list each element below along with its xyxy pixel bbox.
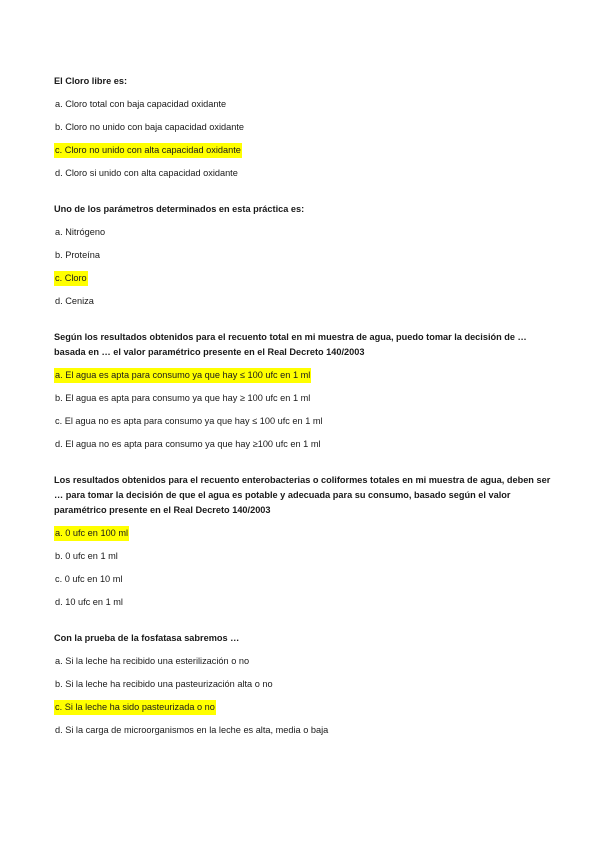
question-3 (54, 330, 554, 452)
option-text: b. El agua es apta para consumo ya que hay ≥ 100 ufc en 1 ml (55, 393, 311, 403)
question-1-option-d (54, 166, 554, 181)
question-2-option-d (54, 294, 554, 309)
spacer (54, 317, 554, 330)
option-text: c. Cloro no unido con alta capacidad oxidante (54, 143, 242, 158)
option-text: d. Cloro si unido con alta capacidad oxidante (55, 168, 238, 178)
question-3-title: Según los resultados obtenidos para el recuento total en mi muestra de agua, puedo tomar la decisión de … basada en … el valor paramétrico presente en el Real Decreto 140/2003 (54, 332, 527, 357)
option-text: c. 0 ufc en 10 ml (55, 574, 123, 584)
option-text: b. Cloro no unido con baja capacidad oxidante (55, 122, 244, 132)
option-text: d. 10 ufc en 1 ml (55, 597, 123, 607)
question-2-option-c-highlighted (54, 271, 554, 286)
question-4-option-c (54, 572, 554, 587)
question-4-option-b (54, 549, 554, 564)
question-5-option-a (54, 654, 554, 669)
spacer (54, 189, 554, 202)
question-3-option-b (54, 391, 554, 406)
option-text: a. Nitrógeno (55, 227, 106, 237)
option-text: d. El agua no es apta para consumo ya que hay ≥100 ufc en 1 ml (55, 439, 321, 449)
question-2-option-b (54, 248, 554, 263)
option-text: b. 0 ufc en 1 ml (55, 551, 118, 561)
option-text: b. Proteína (55, 250, 100, 260)
option-text: a. El agua es apta para consumo ya que hay ≤ 100 ufc en 1 ml (54, 368, 311, 383)
option-text: c. El agua no es apta para consumo ya que hay ≤ 100 ufc en 1 ml (55, 416, 323, 426)
question-3-option-a-highlighted (54, 368, 554, 383)
option-text: c. Cloro (54, 271, 88, 286)
question-1-option-a (54, 97, 554, 112)
option-text: d. Si la carga de microorganismos en la leche es alta, media o baja (55, 725, 329, 735)
question-1-option-c-highlighted (54, 143, 554, 158)
question-2-title: Uno de los parámetros determinados en esta práctica es: (54, 204, 305, 214)
option-text: b. Si la leche ha recibido una pasteurización alta o no (55, 679, 273, 689)
question-2 (54, 202, 554, 309)
question-5-title: Con la prueba de la fosfatasa sabremos … (54, 633, 240, 643)
question-4-option-d (54, 595, 554, 610)
option-text: c. Si la leche ha sido pasteurizada o no (54, 700, 216, 715)
option-text: a. Cloro total con baja capacidad oxidante (55, 99, 227, 109)
question-5-option-b (54, 677, 554, 692)
option-text: a. 0 ufc en 100 ml (54, 526, 129, 541)
option-text: d. Ceniza (55, 296, 94, 306)
question-3-option-d (54, 437, 554, 452)
question-5-option-c-highlighted (54, 700, 554, 715)
question-2-option-a (54, 225, 554, 240)
spacer (54, 460, 554, 473)
question-5 (54, 631, 554, 738)
question-4 (54, 473, 554, 610)
spacer (54, 618, 554, 631)
question-1 (54, 74, 554, 181)
question-3-option-c (54, 414, 554, 429)
question-1-option-b (54, 120, 554, 135)
option-text: a. Si la leche ha recibido una esterilización o no (55, 656, 250, 666)
quiz-document (54, 74, 554, 746)
question-5-option-d (54, 723, 554, 738)
question-1-title: El Cloro libre es: (54, 76, 128, 86)
question-4-option-a-highlighted (54, 526, 554, 541)
question-4-title: Los resultados obtenidos para el recuento enterobacterias o coliformes totales en mi muestra de agua, deben ser … para tomar la decisión de que el agua es potable y adecuada para su consumo, basado según el valor paramétrico presente en el Real Decreto 140/2003 (54, 475, 551, 515)
